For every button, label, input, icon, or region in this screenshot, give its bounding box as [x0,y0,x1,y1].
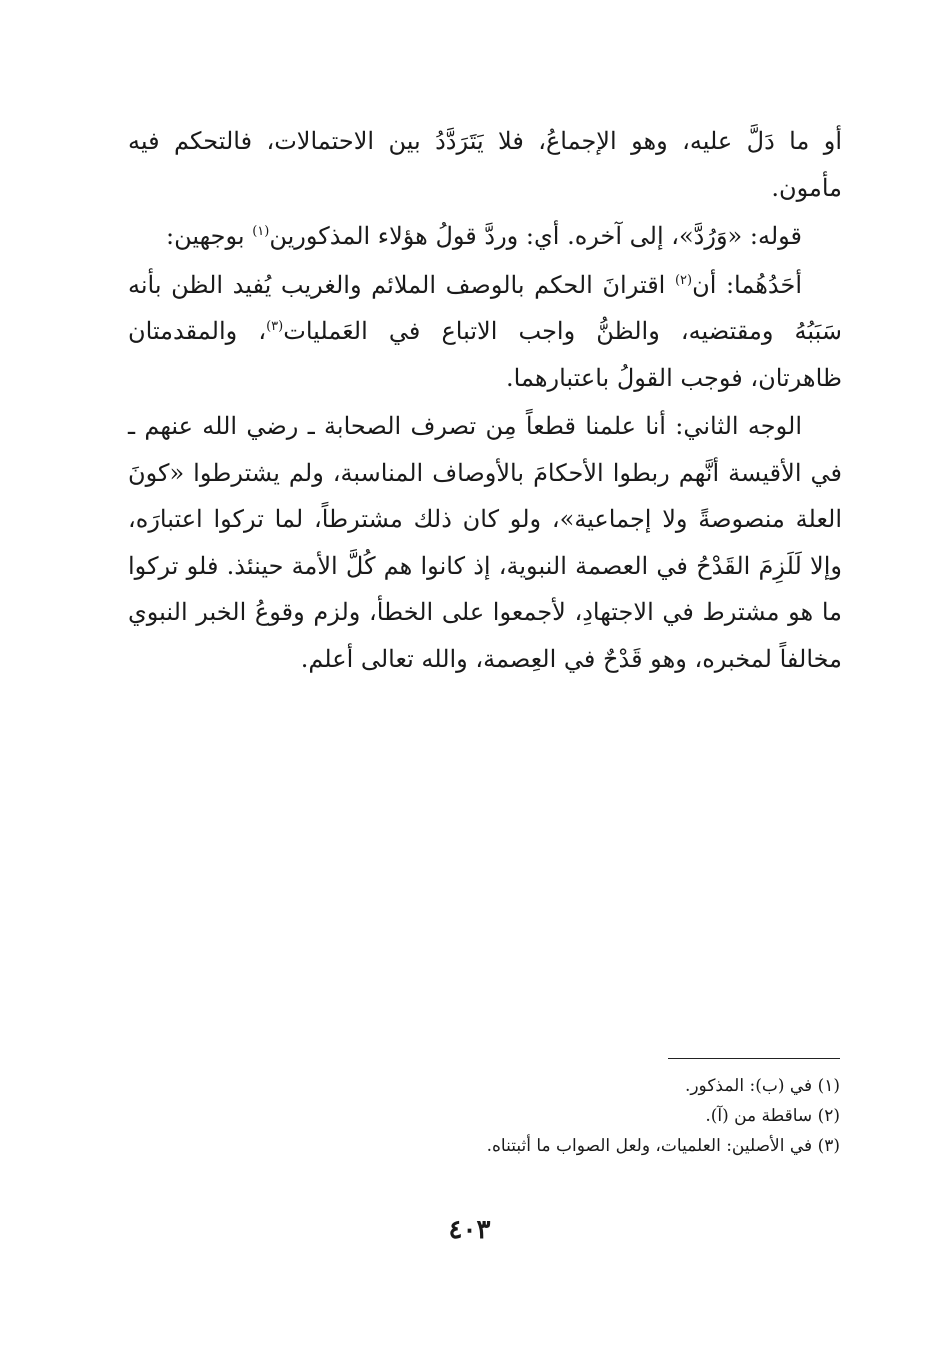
paragraph-3-start: أحَدُهُما: أن [692,270,802,299]
page-number: ٤٠٣ [448,1215,491,1245]
footnote-3: (٣) في الأصلين: العلميات، ولعل الصواب ما أثبتناه. [486,1136,840,1156]
paragraph-2-text: قوله: «وَرُدَّ»، إلى آخره. أي: وردَّ قولُ هؤلاء المذكورين [269,222,802,250]
paragraph-4: الوجه الثاني: أنا علمنا قطعاً مِن تصرف الصحابة ـ رضي الله عنهم ـ في الأقيسة أنَّهم ربطوا الأحكامَ بالأوصاف المناسبة، ولم يشترطوا «كونَ العلة منصوصةً ولا إجماعية»، ولو كان ذلك مشترطاً، لما تركوا اعتبارَه، وإلا لَلَزِمَ القَدْحُ في العصمة النبوية، إذ كانوا هم كُلَّ الأمة حينئذ. فلو تركوا ما هو مشترط في الاجتهادِ، لأجمعوا على الخطأ، ولزم وقوعُ الخبر النبوي مخالفاً لمخبره، وهو قَدْحٌ في العِصمة، والله تعالى أعلم. [128,412,842,673]
footnote-1: (١) في (ب): المذكور. [684,1076,840,1096]
footnotes [440,1071,840,1161]
paragraph-1: أو ما دَلَّ عليه، وهو الإجماعُ، فلا يَتَرَدَّدُ بين الاحتمالات، فالتحكم فيه مأمون. [128,127,842,202]
footnote-2: (٢) ساقطة من (آ). [705,1106,840,1126]
footnote-ref-2: (٢) [674,272,693,288]
main-text [128,118,842,682]
paragraph-2-end: بوجهين: [166,222,253,250]
paragraph-3-mid: اقترانَ الحكم بالوصف الملائم والغريب يُفيد الظن بأنه سَبَبُهُ ومقتضيه، والظنُّ واجب الاتباع في العَمليات [128,270,842,345]
paragraph-2 [128,213,842,260]
footnote-ref-3: (٣) [266,319,284,334]
paragraph-3 [128,262,842,402]
footnote-separator [668,1058,840,1059]
footnote-ref-1: (١) [252,224,270,239]
paragraph-3-end: ، والمقدمتان ظاهرتان، فوجب القولُ باعتبارهما. [128,317,842,392]
